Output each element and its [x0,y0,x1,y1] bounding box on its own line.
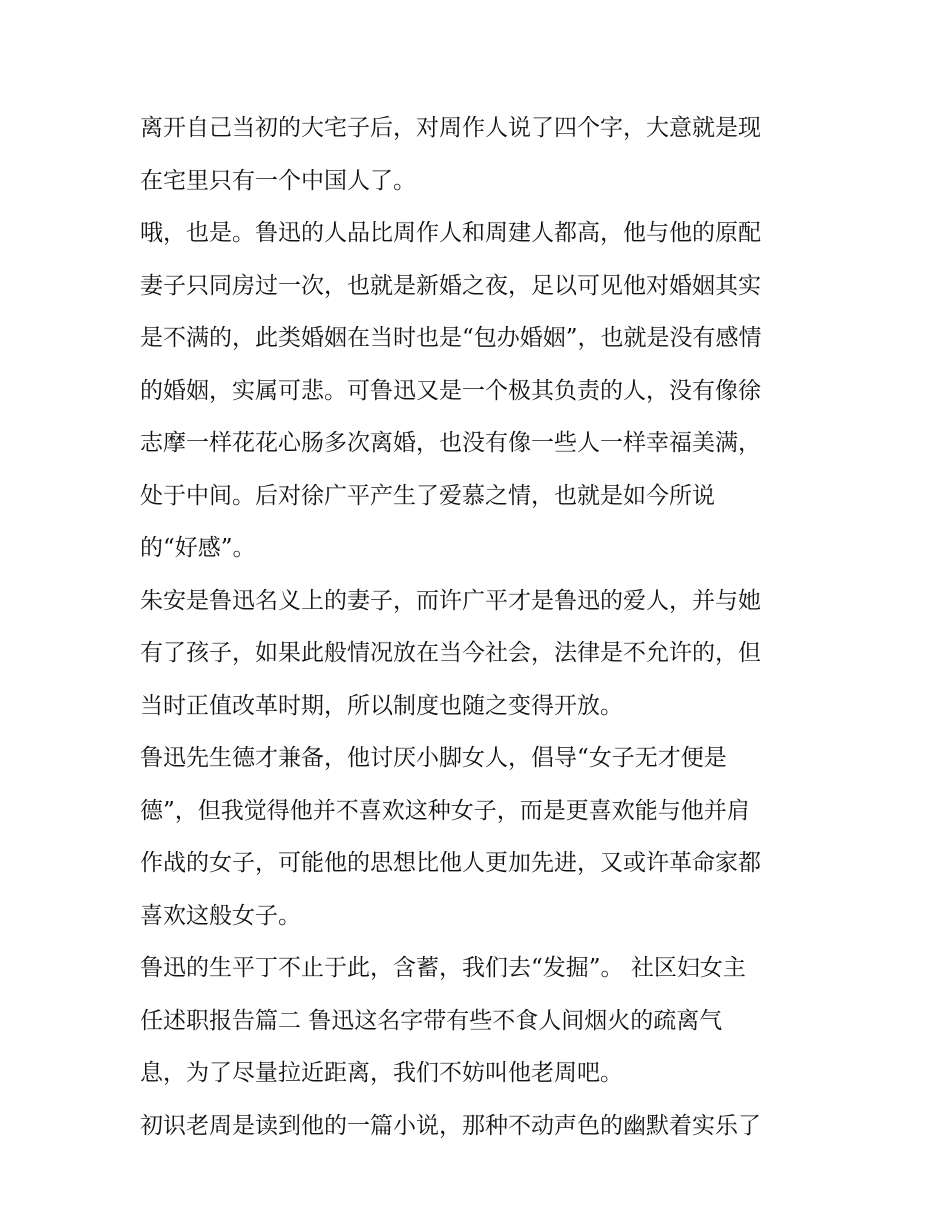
text-line: 朱安是鲁迅名义上的妻子，而许广平才是鲁迅的爱人，并与她 [140,587,761,614]
text-line: 是不满的，此类婚姻在当时也是“包办婚姻”，也就是没有感情 [140,325,762,351]
text-line: 的“好感”。 [140,535,256,561]
text-line: 哦，也是。鲁迅的人品比周作人和周建人都高，他与他的原配 [140,220,761,246]
text-line: 妻子只同房过一次，也就是新婚之夜，足以可见他对婚姻其实 [140,272,761,299]
body-text [140,102,820,1152]
text-line: 作战的女子，可能他的思想比他人更加先进，又或许革命家都 [140,850,761,876]
text-line: 鲁迅的生平丁不止于此，含蓄，我们去“发掘”。 社区妇女主 [140,955,746,981]
text-line: 当时正值改革时期，所以制度也随之变得开放。 [140,692,623,719]
text-line: 鲁迅先生德才兼备，他讨厌小脚女人，倡导“女子无才便是 [140,745,727,771]
text-line: 初识老周是读到他的一篇小说，那种不动声色的幽默着实乐了 [140,1112,761,1139]
text-line: 喜欢这般女子。 [140,902,301,929]
text-line: 任述职报告篇二 鲁迅这名字带有些不食人间烟火的疏离气 [140,1007,723,1034]
text-line: 在宅里只有一个中国人了。 [140,167,416,194]
text-line: 息，为了尽量拉近距离，我们不妨叫他老周吧。 [140,1060,623,1086]
text-line: 的婚姻，实属可悲。可鲁迅又是一个极其负责的人，没有像徐 [140,377,761,404]
text-line: 志摩一样花花心肠多次离婚，也没有像一些人一样幸福美满， [140,430,761,456]
text-line: 有了孩子，如果此般情况放在当今社会，法律是不允许的，但 [140,640,761,666]
text-line: 处于中间。后对徐广平产生了爱慕之情，也就是如今所说 [140,482,715,509]
text-line: 离开自己当初的大宅子后，对周作人说了四个字，大意就是现 [140,115,761,141]
text-line: 德”，但我觉得他并不喜欢这种女子，而是更喜欢能与他并肩 [140,797,750,824]
